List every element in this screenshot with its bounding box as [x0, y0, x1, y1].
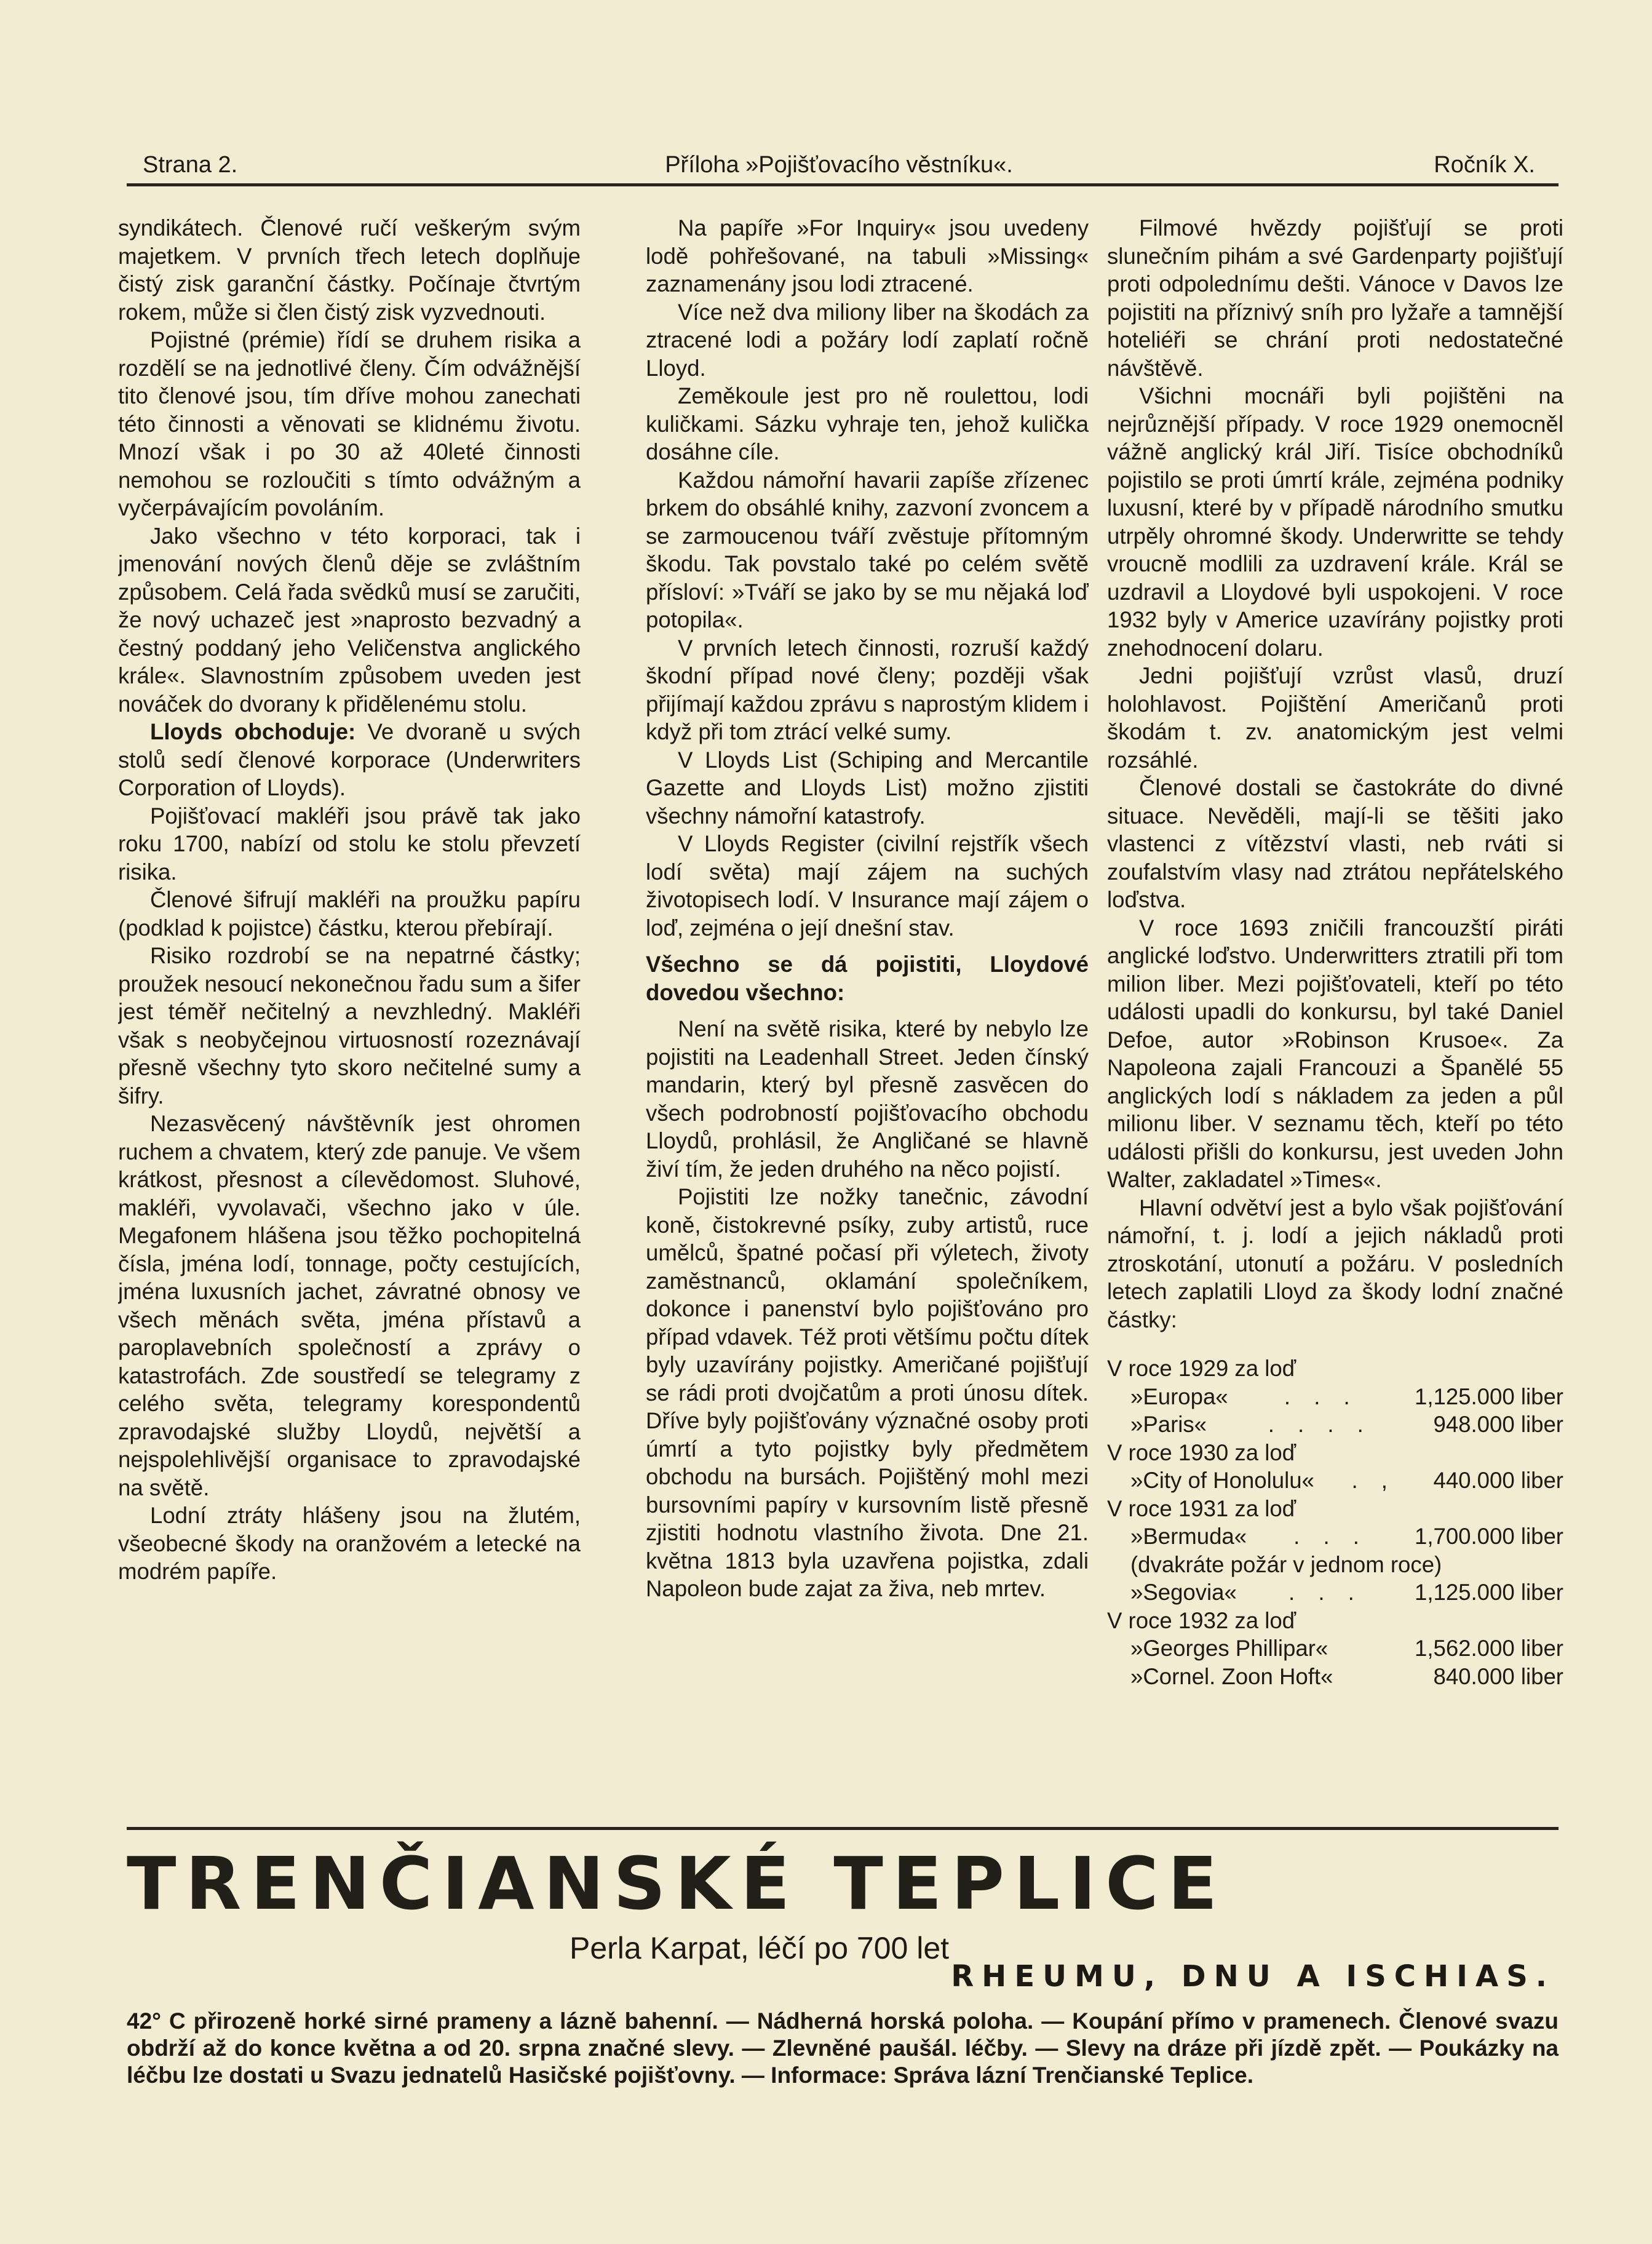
payment-year: V roce 1929 za loď: [1107, 1356, 1297, 1381]
publication-title: Příloha »Pojišťovacího věstníku«.: [665, 152, 1013, 178]
ship-name: »Cornel. Zoon Hoft«: [1130, 1663, 1333, 1689]
paragraph: V prvních letech činnosti, rozruší každý škodní případ nové členy; později však přijímají každou zprávu s naprostým klidem i když při tom ztrácí velké sumy.: [646, 635, 1089, 744]
payment-row: [1107, 1466, 1563, 1495]
ship-name: »Europa«: [1130, 1383, 1228, 1409]
page-number: Strana 2.: [143, 152, 238, 178]
header-rule: [127, 183, 1559, 186]
payment-year: V roce 1932 za loď: [1107, 1607, 1297, 1633]
leader-dots: . ,: [1351, 1468, 1396, 1493]
advertisement-subtitle: Perla Karpat, léčí po 700 let: [570, 1931, 950, 1965]
ship-name: »Segovia«: [1130, 1580, 1237, 1605]
paragraph: Filmové hvězdy pojišťují se proti slunečním pihám a své Gardenparty pojišťují proti odpolednímu dešti. Vánoce v Davos lze pojistiti na příznivý sníh pro lyžaře a tamnější hoteliéři se chrání proti nedostatečné návštěvě.: [1107, 215, 1563, 381]
page-header: [143, 146, 1535, 183]
payment-amount: 948.000 liber: [1433, 1412, 1563, 1437]
paragraph: Risiko rozdrobí se na nepatrné částky; proužek nesoucí nekonečnou řadu sum a šifer jest téměř nečitelný a nevzhledný. Makléři však s neobyčejnou virtuosností rozeznávají přesně všechny tyto skoro nečitelné sumy a šifry.: [118, 943, 581, 1108]
payment-row: [1107, 1634, 1563, 1663]
paragraph: Jako všechno v této korporaci, tak i jmenování nových členů děje se zvláštním způsobem. Celá řada svědků musí se zaručiti, že nový uchazeč jest »naprosto bezvadný a čestný poddaný jeho Veličenstva anglického krále«. Slavnostním způsobem uveden jest nováček do dvorany k přidělenému stolu.: [118, 523, 581, 717]
paragraph: Členové dostali se častokráte do divné situace. Nevěděli, mají-li se těšiti jako vlastenci z vítězství vlasti, neb rváti si zoufalstvím vlasy nad ztrátou nepřátelského loďstva.: [1107, 775, 1563, 912]
paragraph: Více než dva miliony liber na škodách za ztracené lodi a požáry lodí zaplatí ročně Lloyd.: [646, 299, 1089, 381]
paragraph-text: Ve dvoraně u svých stolů sedí členové korporace (Underwriters Corporation of Lloyds).: [118, 719, 581, 800]
paragraph: V roce 1693 zničili francouzští piráti anglické loďstvo. Underwritters ztratili při tom milion liber. Mezi pojišťovateli, kteří po této události upadli do konkursu, byl také Daniel Defoe, autor »Robinson Krusoe«. Za Napoleona zajali Francouzi a Španělé 55 anglických lodí s nákladem za jeden a půl milionu liber. V seznamu těch, kteří po této události přišli do konkursu, jest uveden John Walter, zakladatel »Times«.: [1107, 915, 1563, 1192]
payment-row: [1107, 1578, 1563, 1607]
advertisement-body: 42° C přirozeně horké sirné prameny a lázně bahenní. — Nádherná horská poloha. — Koupání přímo v pramenech. Členové svazu obdrží až do konce května a od 20. srpna značné slevy. — Zlevněné paušál. léčby. — Slevy na dráze při jízdě zpět. — Poukázky na léčbu lze dostati u Svazu jednatelů Hasičské pojišťovny. — Informace: Správa lázní Trenčianské Teplice.: [127, 2008, 1559, 2088]
ship-name: »City of Honolulu«: [1130, 1468, 1314, 1493]
section-heading: Všechno se dá pojistiti, Lloydové dovedou všechno:: [646, 952, 1089, 1005]
advertisement-title: TRENČIANSKÉ TEPLICE: [127, 1841, 1227, 1926]
payment-row: [1107, 1383, 1563, 1411]
paragraph: Každou námořní havarii zapíše zřízenec brkem do obsáhlé knihy, zazvoní zvoncem a se zarmoucenou tváří zvěstuje přítomným škodu. Tak povstalo také po celém světě přísloví: »Tváří se jako by se mu nějaká loď potopila«.: [646, 467, 1089, 632]
leader-dots: . . .: [1289, 1580, 1363, 1605]
payment-row: [1107, 1410, 1563, 1439]
paragraph: Hlavní odvětví jest a bylo však pojišťování námořní, t. j. lodí a jejich nákladů proti ztroskotání, utonutí a požáru. V posledních letech zaplatili Lloyd za škody lodní značné částky:: [1107, 1195, 1563, 1332]
payment-amount: 1,125.000 liber: [1414, 1580, 1563, 1605]
payment-year: V roce 1930 za loď: [1107, 1439, 1297, 1465]
paragraph: Zeměkoule jest pro ně roulettou, lodi kuličkami. Sázku vyhraje ten, jehož kulička dosáhne cíle.: [646, 383, 1089, 464]
paragraph: Pojistné (prémie) řídí se druhem risika a rozdělí se na jednotlivé členy. Čím odvážnější tito členové jsou, tím dříve mohou zanechati této činnosti a věnovati se klidnému životu. Mnozí však i po 30 až 40leté činnosti nemohou se rozloučiti s tímto odvážným a vyčerpávajícím povoláním.: [118, 327, 581, 520]
paragraph: Není na světě risika, které by nebylo lze pojistiti na Leadenhall Street. Jeden čínský mandarin, který byl přesně zasvěcen do všech podrobností pojišťovacího obchodu Lloydů, prohlásil, že Angličané se hlavně živí tím, že jeden druhého na něco pojistí.: [646, 1016, 1089, 1182]
leader-dots: [1333, 1663, 1433, 1691]
leader-dots: . . . .: [1268, 1412, 1372, 1437]
paragraph: syndikátech. Členové ručí veškerým svým majetkem. V prvních třech letech doplňuje čistý zisk garanční částky. Počínaje čtvrtým rokem, může si člen čistý zisk vyzvednouti.: [118, 215, 581, 325]
ship-name: »Georges Phillipar«: [1130, 1636, 1328, 1661]
article-column-1: [118, 214, 581, 1813]
leader-dots: . . .: [1293, 1524, 1368, 1549]
paragraph: Pojišťovací makléři jsou právě tak jako roku 1700, nabízí od stolu ke stolu převzetí risika.: [118, 803, 581, 885]
leader-dots: . . .: [1284, 1383, 1359, 1409]
subheading-lloyds-obchoduje: Lloyds obchoduje:: [150, 719, 356, 744]
paragraph: [118, 718, 581, 802]
paragraph: Nezasvěcený návštěvník jest ohromen ruchem a chvatem, který zde panuje. Ve všem krátkost, přesnost a cílevědomost. Sluhové, makléři, vyvolavači, všechno jako v úle. Megafonem hlášena jsou těžko pochopitelná čísla, jména lodí, tonnage, počty cestujících, jména luxusních jachet, závratné obnosy ve všech měnách světa, jména přístavů a paroplavebních společností a zprávy o katastrofách. Zde soustředí se telegramy z celého světa, telegramy korespondentů zpravodajské služby Lloydů, největší a nejspolehlivější organisace to zpravodajské na světě.: [118, 1111, 581, 1500]
advertisement-rule: [127, 1827, 1559, 1830]
ship-name: »Paris«: [1130, 1412, 1207, 1437]
spa-advertisement: [127, 1834, 1559, 2142]
article-column-3: [1107, 214, 1563, 1813]
advertisement-tagline: RHEUMU, DNU A ISCHIAS.: [951, 1959, 1555, 1994]
paragraph: Jedni pojišťují vzrůst vlasů, druzí holohlavost. Pojištění Američanů proti škodám t. zv. anatomickým jest velmi rozsáhlé.: [1107, 663, 1563, 773]
paragraph: V Lloyds Register (civilní rejstřík všech lodí světa) mají zájem na suchých životopisech lodí. V Insurance mají zájem o loď, zejména o její dnešní stav.: [646, 831, 1089, 941]
payment-amount: 440.000 liber: [1433, 1468, 1563, 1493]
paragraph: V Lloyds List (Schiping and Mercantile Gazette and Lloyds List) možno zjistiti všechny námořní katastrofy.: [646, 747, 1089, 829]
paragraph: Na papíře »For Inquiry« jsou uvedeny lodě pohřešované, na tabuli »Missing« zaznamenány jsou lodi ztracené.: [646, 215, 1089, 296]
payment-amount: 1,562.000 liber: [1414, 1636, 1563, 1661]
paragraph: Všichni mocnáři byli pojištěni na nejrůznější případy. V roce 1929 onemocněl vážně anglický král Jiří. Tisíce obchodníků pojistilo se proti úmrtí krále, zejména podniky luxusní, které by v případě národního smutku utrpěly ohromné škody. Underwritte se tehdy vroucně modlili za uzdravení krále. Král se uzdravil a Lloydové byli uspokojeni. V roce 1932 byly v Americe uzavírány pojistky proti znehodnocení dolaru.: [1107, 383, 1563, 661]
insurance-payments-list: [1107, 1355, 1563, 1690]
payment-amount: 840.000 liber: [1433, 1663, 1563, 1689]
payment-year: V roce 1931 za loď: [1107, 1495, 1297, 1521]
volume-label: Ročník X.: [1434, 152, 1535, 178]
paragraph: Členové šifrují makléři na proužku papíru (podklad k pojistce) částku, kterou přebírají.: [118, 887, 581, 941]
payment-note: (dvakráte požár v jednom roce): [1130, 1551, 1442, 1577]
payment-row: [1107, 1663, 1563, 1691]
paragraph: Lodní ztráty hlášeny jsou na žlutém, všeobecné škody na oranžovém a letecké na modrém papíře.: [118, 1503, 581, 1584]
payment-amount: 1,125.000 liber: [1414, 1383, 1563, 1409]
article-column-2: [646, 214, 1089, 1813]
payment-amount: 1,700.000 liber: [1414, 1524, 1563, 1549]
ship-name: »Bermuda«: [1130, 1524, 1247, 1549]
leader-dots: [1328, 1634, 1415, 1663]
paragraph: Pojistiti lze nožky tanečnic, závodní koně, čistokrevné psíky, zuby artistů, ruce umělců, špatné počasí při výletech, životy zaměstnanců, oklamání společníkem, dokonce i panenství bylo pojišťováno pro případ vdavek. Též proti většímu počtu dítek byly uzavírány pojistky. Američané pojišťují se rádi proti dvojčatům a proti únosu dítek. Dříve byly pojišťovány význačné osoby proti úmrtí a tyto pojistky byly předmětem obchodu na bursách. Pojištěný mohl mezi bursovními papíry v kursovním listě přesně zjistiti hodnotu vlastního života. Dne 21. května 1813 byla uzavřena pojistka, zdali Napoleon bude zajat za živa, neb mrtev.: [646, 1184, 1089, 1601]
payment-row: [1107, 1522, 1563, 1551]
